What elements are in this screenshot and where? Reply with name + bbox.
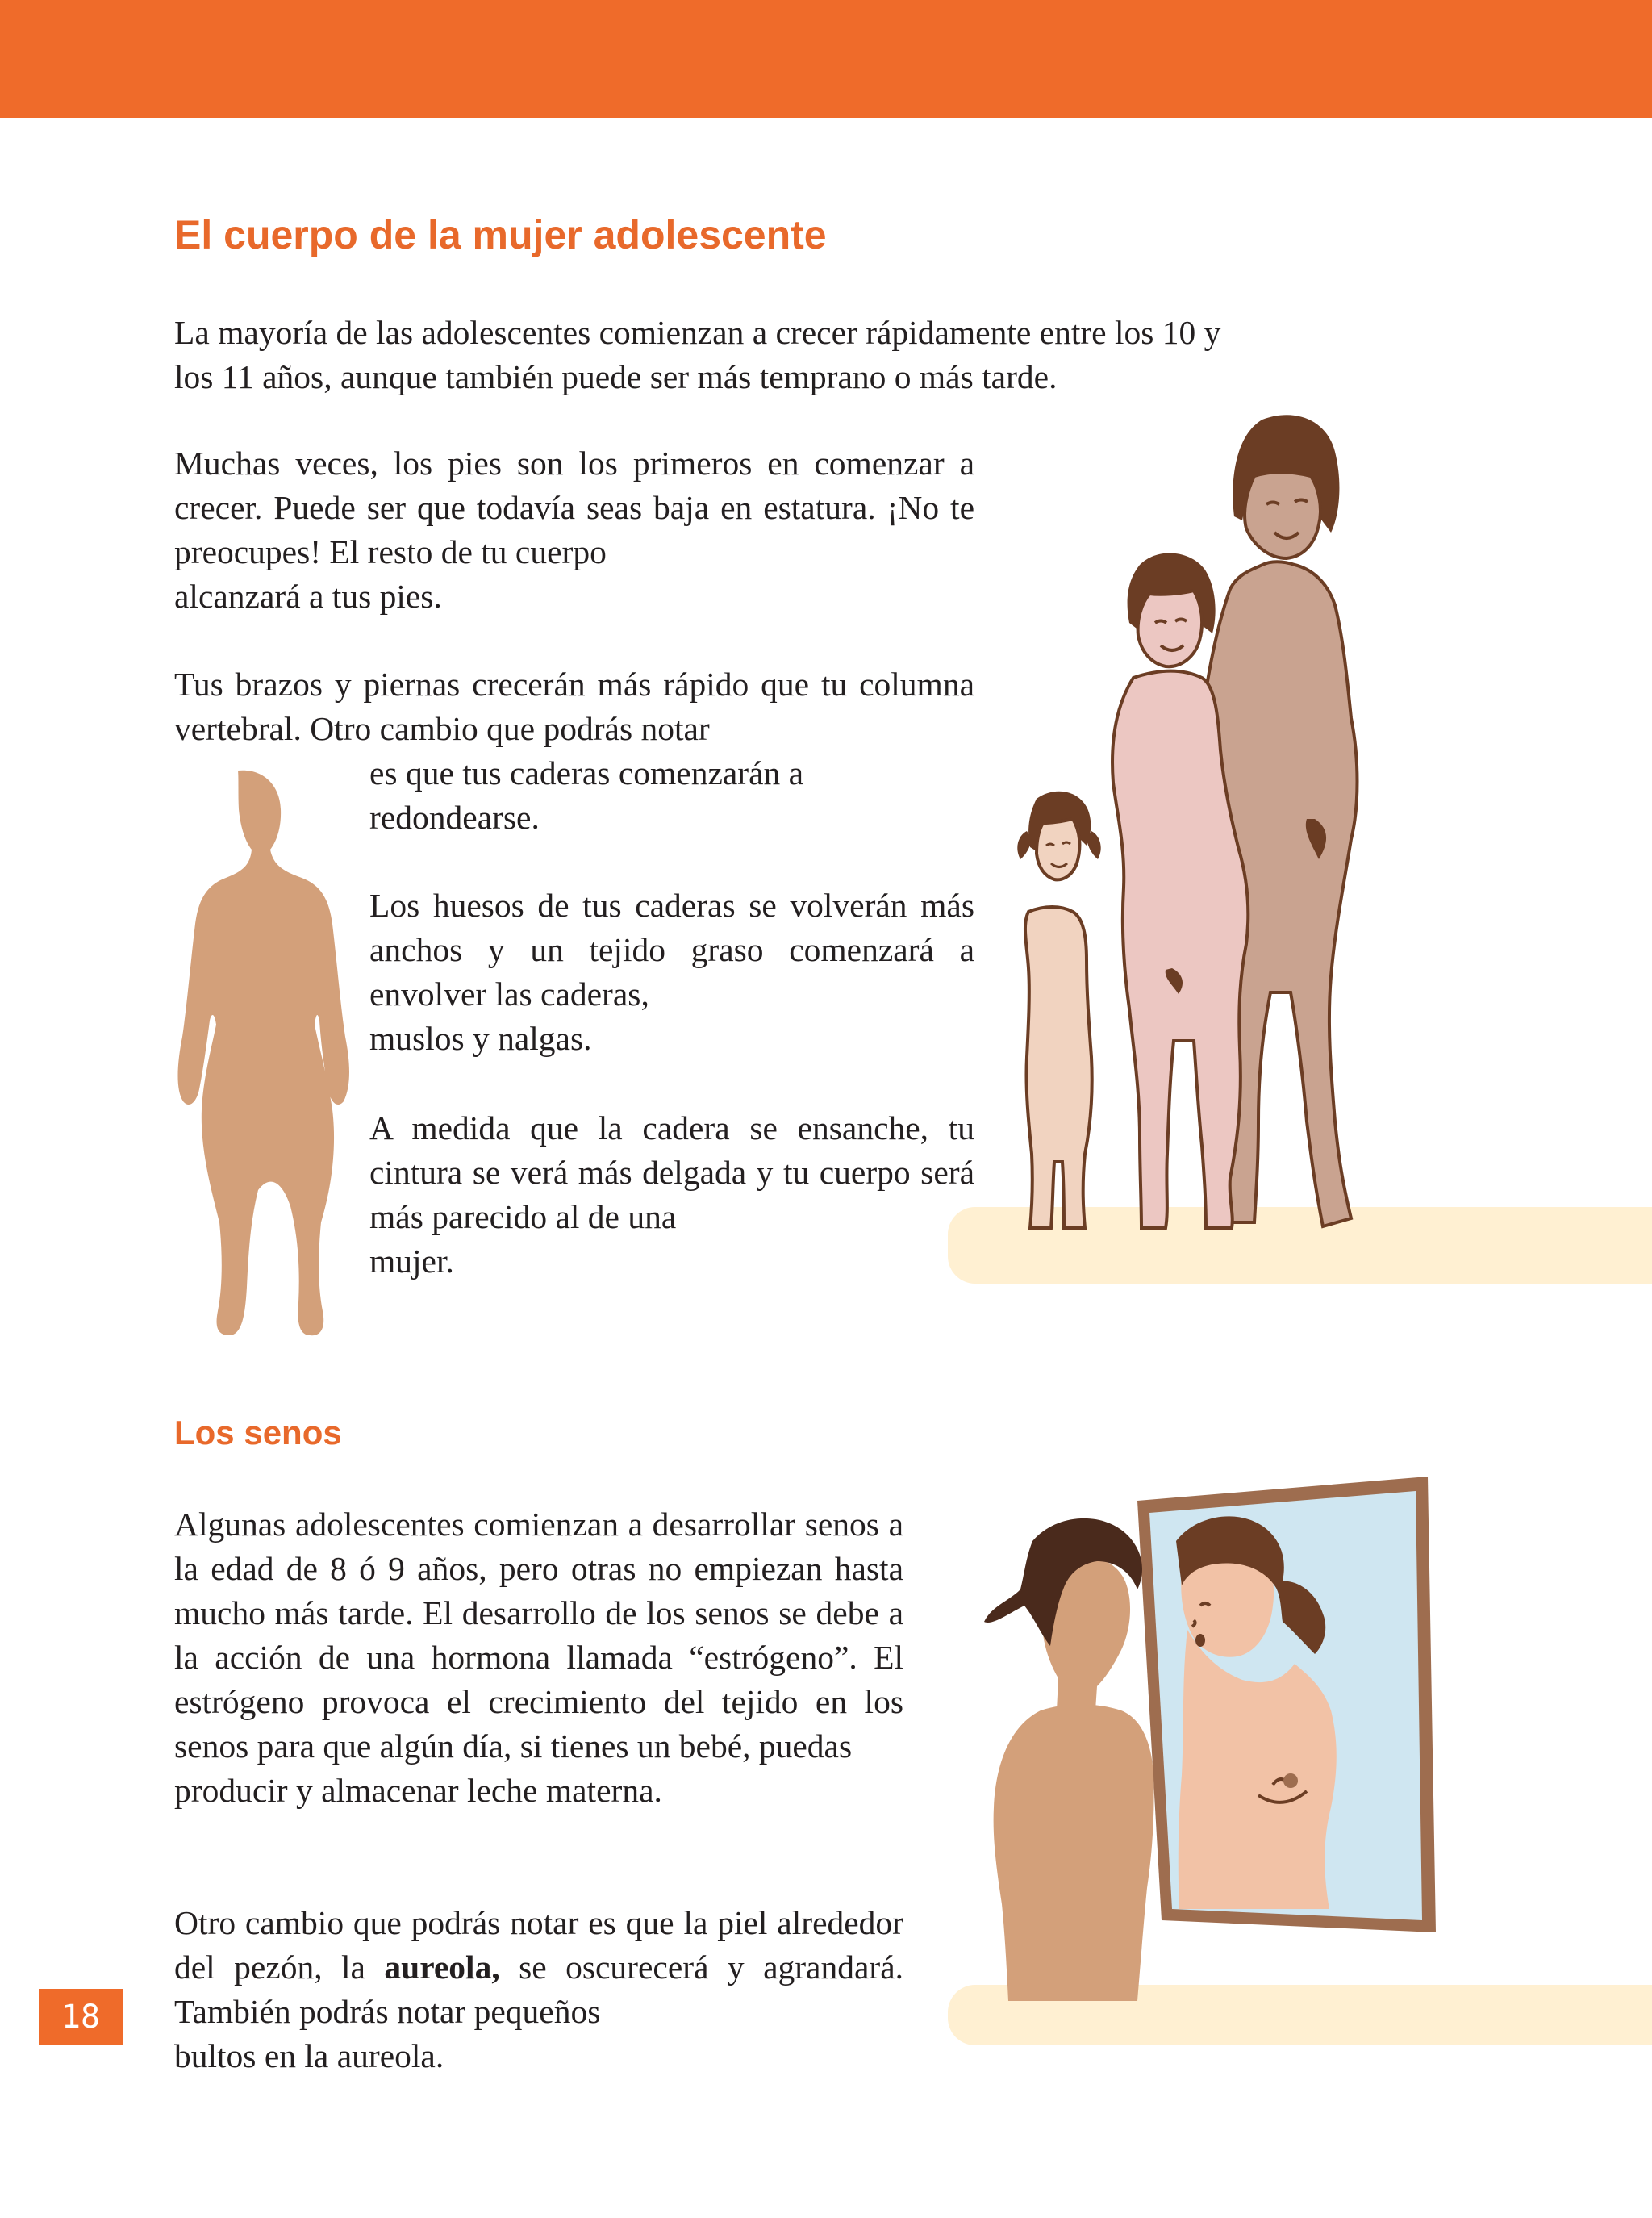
feet-paragraph: Muchas veces, los pies son los primeros en comenzar a crecer. Puede ser que todavía seas baja en estatura. ¡No te preocupes! El resto de tu cuerpo alcanzará a tus pies. <box>174 445 974 615</box>
breast-development-paragraph: Algunas adolescentes comienzan a desarrollar senos a la edad de 8 ó 9 años, pero otras no empiezan hasta mucho más tarde. El desarrollo de los senos se debe a la acción de una hormona llamada “estrógeno”. El estrógeno provoca el crecimiento del tejido en los senos para que algún día, si tienes un bebé, puedas producir y almacenar leche materna. <box>174 1506 903 1809</box>
hips-paragraph: es que tus caderas comenzarán a redondearse. <box>369 754 804 836</box>
three-generations-illustration <box>996 411 1448 1234</box>
top-color-band <box>0 0 1652 118</box>
waist-paragraph: A medida que la cadera se ensanche, tu cintura se verá más delgada y tu cuerpo será más parecido al de una mujer. <box>369 1109 974 1280</box>
areola-paragraph: Otro cambio que podrás notar es que la piel alrededor del pezón, la aureola, se oscurecerá y agrandará. También podrás notar pequeños bultos en la aureola. <box>174 1904 904 2074</box>
page-number-tab <box>39 1989 123 2070</box>
female-silhouette-illustration <box>161 771 355 1343</box>
girl-figure <box>1017 792 1100 1228</box>
intro-paragraph: La mayoría de las adolescentes comienzan a crecer rápidamente entre los 10 y los 11 años, aunque también puede ser más temprano o más tarde. <box>174 314 1221 395</box>
girl-figure <box>984 1518 1154 2001</box>
mirror-illustration <box>976 1468 1444 2001</box>
limbs-paragraph: Tus brazos y piernas crecerán más rápido que tu columna vertebral. Otro cambio que podrás notar <box>174 666 974 747</box>
section-title: El cuerpo de la mujer adolescente <box>174 212 827 257</box>
hip-bones-paragraph: Los huesos de tus caderas se volverán más anchos y un tejido graso comenzará a envolver las caderas, muslos y nalgas. <box>369 887 974 1057</box>
page-number: 18 <box>39 1989 123 2045</box>
breasts-subtitle: Los senos <box>174 1414 342 1452</box>
areola-term: aureola, <box>384 1949 500 1986</box>
